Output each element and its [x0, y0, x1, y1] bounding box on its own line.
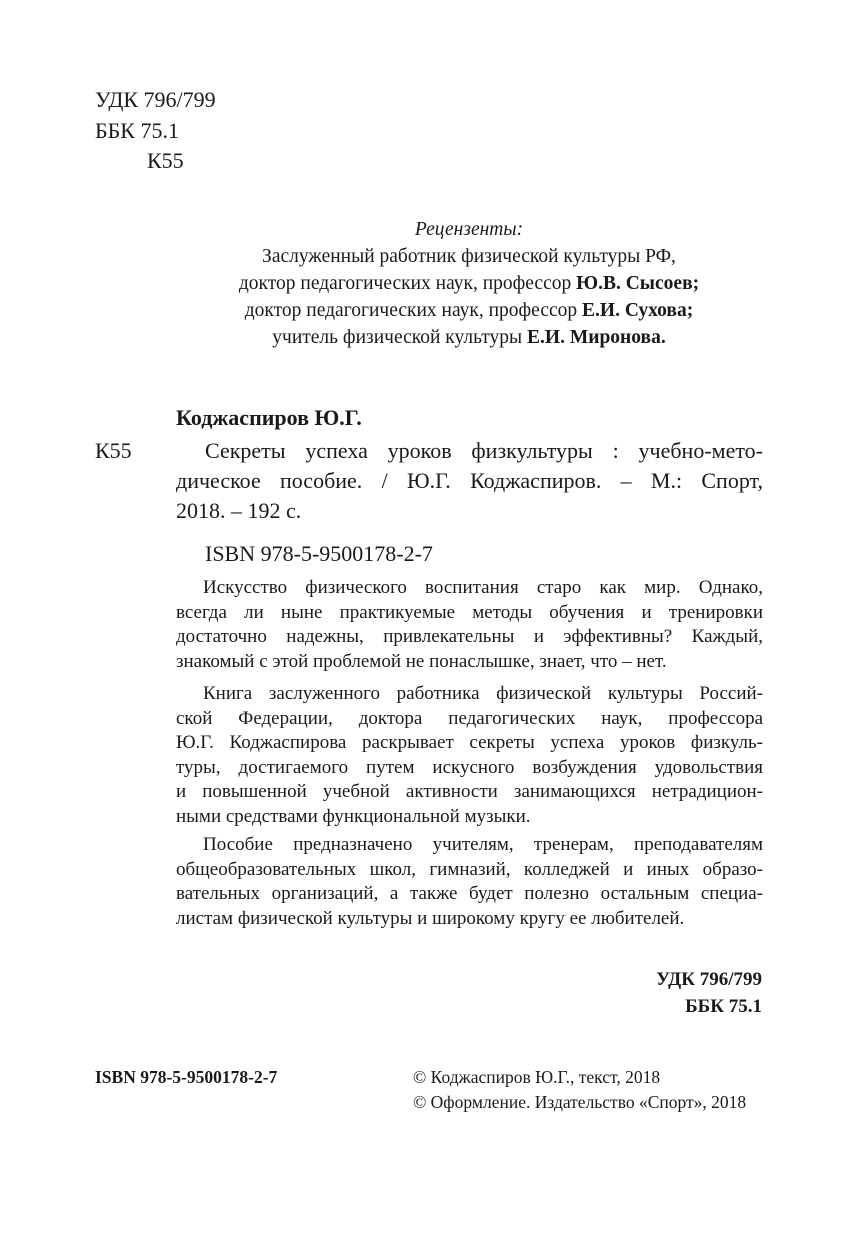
- annotation-line: Пособие предназначено учителям, тренерам, преподавателям: [203, 834, 763, 855]
- catalog-isbn: ISBN 978-5-9500178-2-7: [205, 541, 433, 566]
- catalog-desc-line-2: дическое пособие. / Ю.Г. Коджаспиров. – М.: Спорт,: [176, 468, 763, 493]
- annotation-line: вательных организаций, а также будет полезно остальным специа-: [176, 883, 763, 905]
- imprint-isbn: ISBN 978-5-9500178-2-7: [95, 1067, 278, 1087]
- annotation-paragraph-3: [176, 833, 763, 931]
- reviewer-name: Е.И. Сухова;: [582, 300, 694, 321]
- catalog-mark: К55: [95, 438, 132, 463]
- reviewer-name: Е.И. Миронова.: [527, 327, 666, 348]
- reviewer-line-3: доктор педагогических наук, профессор Е.И. Сухова;: [244, 300, 694, 321]
- copyright-text: © Коджаспиров Ю.Г., текст, 2018: [413, 1067, 661, 1087]
- annotation-line: знакомый с этой проблемой не понаслышке, знает, что – нет.: [176, 650, 667, 672]
- annotation-line: Искусство физического воспитания старо как мир. Однако,: [203, 577, 763, 598]
- annotation-line: туры, достигаемого путем искусного возбуждения удовольствия: [176, 756, 763, 778]
- footer-bbk-code: ББК 75.1: [685, 996, 762, 1017]
- annotation-line: Ю.Г. Коджаспирова раскрывает секреты успеха уроков физкуль-: [176, 732, 763, 754]
- reviewers-title: Рецензенты:: [414, 219, 524, 240]
- reviewer-line-1: Заслуженный работник физической культуры РФ,: [262, 246, 676, 267]
- annotation-paragraph-2: [176, 682, 763, 830]
- catalog-desc-line-3: 2018. – 192 с.: [176, 498, 302, 523]
- reviewer-line-4: учитель физической культуры Е.И. Миронова.: [272, 327, 666, 348]
- annotation-paragraph-1: [176, 576, 763, 674]
- catalog-author: Коджаспиров Ю.Г.: [176, 405, 362, 430]
- annotation-line: достаточно надежны, привлекательны и эффективны? Каждый,: [176, 626, 763, 648]
- copyright-design: © Оформление. Издательство «Спорт», 2018: [413, 1092, 747, 1112]
- annotation-line: ской Федерации, доктора педагогических наук, профессора: [176, 707, 763, 729]
- annotation-line: общеобразовательных школ, гимназий, колледжей и иных образо-: [176, 858, 763, 880]
- annotation-line: и повышенной учебной активности занимающихся нетрадицион-: [176, 781, 763, 803]
- annotation-line: всегда ли ныне практикуемые методы обучения и тренировки: [176, 601, 763, 623]
- annotation-line: ными средствами функциональной музыки.: [176, 805, 531, 827]
- bbk-code: ББК 75.1: [95, 118, 179, 143]
- catalog-desc-line-1: Секреты успеха уроков физкультуры : учебно-мето-: [205, 438, 763, 463]
- annotation-line: Книга заслуженного работника физической культуры Россий-: [203, 683, 763, 704]
- reviewer-line-2: доктор педагогических наук, профессор Ю.В. Сысоев;: [238, 273, 700, 294]
- author-mark-code: К55: [147, 148, 184, 173]
- udk-code: УДК 796/799: [95, 87, 216, 112]
- footer-udk-code: УДК 796/799: [656, 969, 762, 990]
- reviewer-name: Ю.В. Сысоев;: [576, 273, 700, 294]
- annotation-line: листам физической культуры и широкому кругу ее любителей.: [176, 907, 685, 929]
- reviewers-block: [150, 216, 788, 351]
